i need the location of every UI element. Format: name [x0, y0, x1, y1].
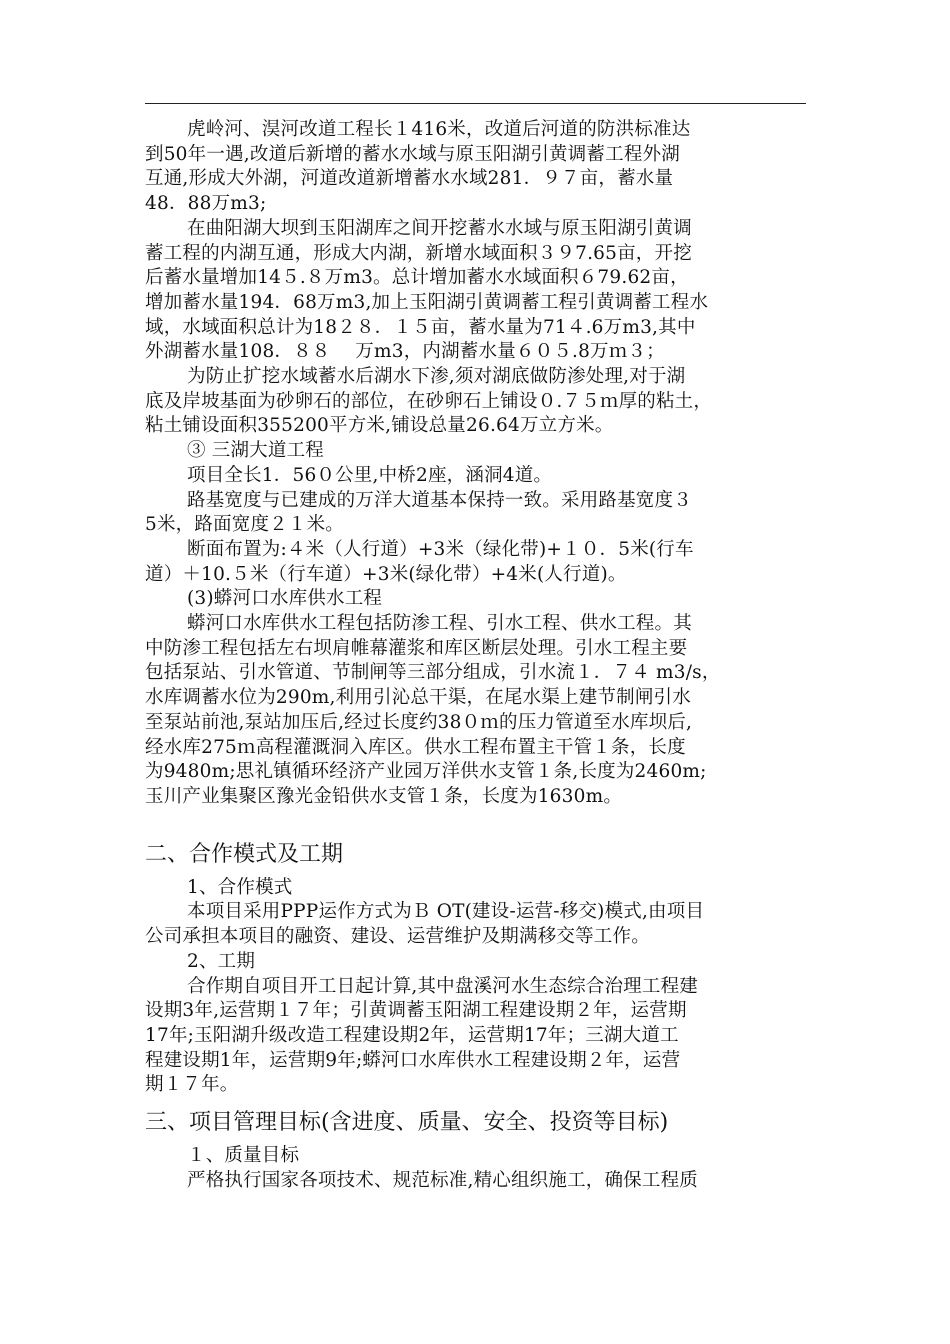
text-line: 中防渗工程包括左右坝肩帷幕灌浆和库区断层处理。引水工程主要 [145, 637, 688, 659]
section-heading-management-goals: 三、项目管理目标(含进度、质量、安全、投资等目标) [145, 1110, 669, 1136]
subheading-cooperation-mode [145, 876, 806, 901]
text-line: 外湖蓄水量108．８８ 万m3，内湖蓄水量６０５.8万ｍ３； [145, 341, 665, 363]
text-line: 断面布置为:４米（人行道）+3米（绿化带)+１０．5米(行车 [187, 538, 694, 560]
text-line: 后蓄水量增加14５.８万m3。总计增加蓄水水域面积６79.62亩， [145, 267, 689, 289]
subheading-quality-goal [145, 1144, 806, 1169]
text-line: 期１７年。 [145, 1074, 239, 1096]
text-line: 17年;玉阳湖升级改造工程建设期2年，运营期17年；三湖大道工 [145, 1024, 679, 1046]
text-line: 为防止扩挖水域蓄水后湖水下渗,须对湖底做防渗处理,对于湖 [187, 366, 686, 388]
text-line: ③ 三湖大道工程 [187, 440, 324, 462]
paragraph-roadbed-width [145, 489, 806, 538]
paragraph-inner-lake [145, 217, 806, 365]
text-line: 为9480m;思礼镇循环经济产业园万洋供水支管１条,长度为2460m; [145, 761, 707, 783]
text-line: 程建设期1年，运营期9年;蟒河口水库供水工程建设期２年，运营 [145, 1049, 681, 1071]
text-line: 5米，路面宽度２１米。 [145, 514, 344, 536]
text-line: 水库调蓄水位为290m,利用引沁总干渠，在尾水渠上建节制闸引水 [145, 687, 691, 709]
paragraph-road-length [145, 464, 806, 489]
subheading-schedule [145, 950, 806, 975]
text-line: 经水库275ｍ高程灌溉洞入库区。供水工程布置主干管１条，长度 [145, 736, 686, 758]
subheading-reservoir-supply [145, 587, 806, 612]
header-rule [145, 103, 806, 104]
paragraph-quality-goal [145, 1169, 806, 1194]
paragraph-reservoir-supply [145, 612, 806, 810]
paragraph-schedule [145, 975, 806, 1099]
text-line: 道）＋10.５米（行车道）+3米(绿化带）+4米(人行道)。 [145, 563, 627, 585]
text-line: 合作期自项目开工日起计算,其中盘溪河水生态综合治理工程建 [187, 975, 698, 997]
section-heading-cooperation: 二、合作模式及工期 [145, 841, 344, 867]
text-line: 玉川产业集聚区豫光金铅供水支管１条，长度为1630m。 [145, 785, 623, 807]
text-line: 2、工期 [187, 950, 256, 972]
document-body [145, 118, 806, 1193]
text-line: 域，水域面积总计为18２８．１５亩，蓄水量为71４.6万m3,其中 [145, 316, 696, 338]
text-line: 蓄工程的内湖互通，形成大内湖，新增水域面积３９7.65亩，开挖 [145, 242, 692, 264]
text-line: 至泵站前池,泵站加压后,经过长度约38０ｍ的压力管道至水库坝后, [145, 711, 693, 733]
text-line: 增加蓄水量194．68万m3,加上玉阳湖引黄调蓄工程引黄调蓄工程水 [145, 291, 709, 313]
text-line: (3)蟒河口水库供水工程 [187, 588, 383, 610]
paragraph-cooperation-mode [145, 900, 806, 949]
text-line: 设期3年,运营期１７年；引黄调蓄玉阳湖工程建设期２年，运营期 [145, 1000, 687, 1022]
text-line: １、质量目标 [187, 1145, 300, 1167]
text-line: 严格执行国家各项技术、规范标准,精心组织施工，确保工程质 [187, 1169, 698, 1191]
text-line: 在曲阳湖大坝到玉阳湖库之间开挖蓄水水域与原玉阳湖引黄调 [187, 217, 692, 239]
text-line: 公司承担本项目的融资、建设、运营维护及期满移交等工作。 [145, 926, 650, 948]
paragraph-river-diversion [145, 118, 806, 217]
paragraph-seepage [145, 365, 806, 439]
text-line: 1、合作模式 [187, 876, 293, 898]
text-line: 粘土铺设面积355200平方米,铺设总量26.64万立方米。 [145, 415, 614, 437]
paragraph-cross-section [145, 538, 806, 587]
text-line: 本项目采用PPP运作方式为Ｂ OT(建设-运营-移交)模式,由项目 [187, 901, 705, 923]
text-line: 底及岸坡基面为砂卵石的部位，在砂卵石上铺设０.７５ｍ厚的粘土， [145, 390, 713, 412]
text-line: 蟒河口水库供水工程包括防渗工程、引水工程、供水工程。其 [187, 613, 692, 635]
text-line: 包括泵站、引水管道、节制闸等三部分组成，引水流１．７４ m3/s， [145, 662, 721, 684]
text-line: 虎岭河、淏河改道工程长１416米，改道后河道的防洪标准达 [187, 119, 691, 140]
subheading-sanhu-road [145, 439, 806, 464]
text-line: 互通,形成大外湖，河道改道新增蓄水水域281．９７亩，蓄水量 [145, 168, 674, 190]
text-line: 到50年一遇,改道后新增的蓄水水域与原玉阳湖引黄调蓄工程外湖 [145, 143, 680, 165]
text-line: 项目全长1．56０公里,中桥2座，涵洞4道。 [187, 464, 553, 486]
text-line: 路基宽度与已建成的万洋大道基本保持一致。采用路基宽度３ [187, 489, 692, 511]
text-line: 48．88万m3; [145, 193, 267, 215]
